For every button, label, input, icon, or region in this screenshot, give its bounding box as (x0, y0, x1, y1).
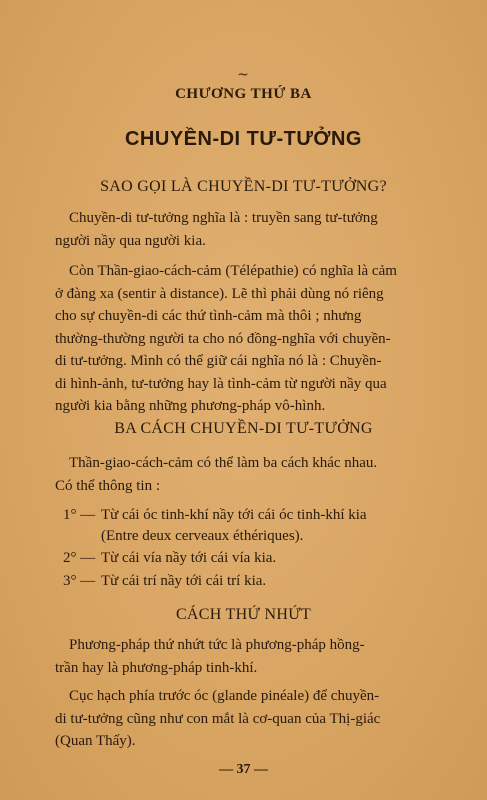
list-item-3 (55, 570, 465, 592)
paragraph-4 (55, 634, 465, 679)
paragraph-line: người kia bằng những phương-pháp vô-hình. (55, 398, 326, 414)
paragraph-line: Có thể thông tin : (55, 477, 160, 494)
list-text: Từ cái trí nầy tới cái trí kia. (101, 573, 267, 589)
list-item-1 (55, 504, 465, 526)
paragraph-line: di tư-tưởng cũng như con mắt là cơ-quan của Thị-giác (55, 710, 381, 727)
paragraph-line: người nầy qua người kia. (55, 232, 206, 249)
list-item-1-note: (Entre deux cerveaux éthériques). (101, 528, 304, 544)
list-number: 3° — (63, 573, 96, 589)
paragraph-line: Chuyền-di tư-tưởng nghĩa là : truyền sang tư-tưởng (69, 210, 378, 226)
list-number: 2° — (63, 550, 96, 566)
paragraph-3 (55, 452, 465, 497)
chapter-label: CHƯƠNG THỨ BA (175, 86, 312, 102)
paragraph-line: Còn Thần-giao-cách-cảm (Télépathie) có nghĩa là cảm (69, 263, 397, 279)
page-number: — 37 — (219, 762, 268, 777)
section-heading-1: SAO GỌI LÀ CHUYỀN-DI TƯ-TƯỞNG? (100, 178, 387, 195)
paragraph-2 (55, 260, 465, 418)
paragraph-line: Cục hạch phía trước óc (glande pinéale) để chuyền- (69, 688, 380, 704)
list-text: Từ cái vía nầy tới cái vía kia. (101, 550, 277, 566)
paragraph-line: Phương-pháp thứ nhứt tức là phương-pháp hồng- (69, 637, 365, 653)
section-heading-3: CÁCH THỨ NHỨT (175, 606, 312, 623)
paragraph-line: Thần-giao-cách-cảm có thể làm ba cách khác nhau. (69, 455, 378, 471)
paragraph-5 (55, 685, 465, 753)
paragraph-line: di tư-tưởng. Mình có thể giữ cái nghĩa nó là : Chuyền- (55, 353, 382, 369)
paragraph-line: di hình-ảnh, tư-tưởng hay là tình-cảm từ người nầy qua (55, 375, 387, 392)
section-heading-2: BA CÁCH CHUYỀN-DI TƯ-TƯỞNG (114, 420, 373, 437)
list-item-2 (55, 547, 465, 569)
paragraph-line: (Quan Thấy). (55, 733, 136, 749)
tilde-ornament: ~ (237, 67, 249, 83)
paragraph-1 (55, 207, 465, 252)
paragraph-line: thường-thường người ta cho nó đồng-nghĩa với chuyền- (55, 330, 391, 347)
paragraph-line: trần hay là phương-pháp tinh-khí. (55, 659, 258, 676)
paragraph-line: ở đàng xa (sentir à distance). Lẽ thì phải dùng nó riêng (55, 285, 384, 302)
list-text: Từ cái óc tinh-khí nầy tới cái óc tinh-khí kia (101, 507, 367, 523)
paragraph-line: cho sự chuyền-di các thứ tình-cảm mà thôi ; nhưng (55, 308, 362, 324)
list-number: 1° — (63, 507, 96, 523)
chapter-title: CHUYỀN-DI TƯ-TƯỞNG (124, 128, 362, 150)
